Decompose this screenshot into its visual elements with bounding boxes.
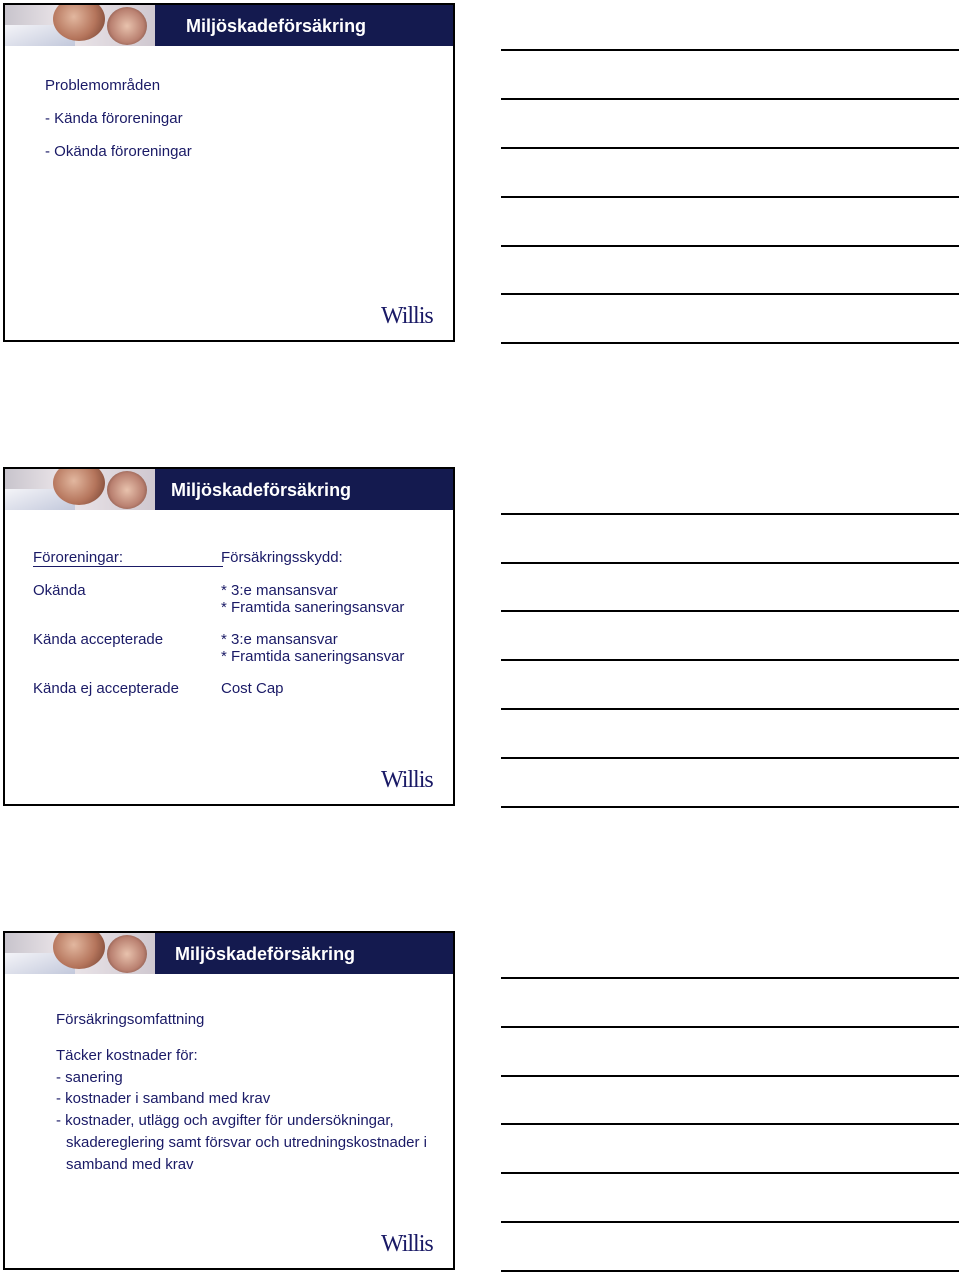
note-line[interactable] — [501, 1075, 959, 1077]
column-header-left: Föroreningar: — [33, 549, 124, 566]
row-label: Kända ej accepterade — [33, 680, 179, 697]
note-line[interactable] — [501, 1270, 959, 1272]
slide-title: Miljöskadeförsäkring — [175, 944, 356, 964]
banner-photo — [5, 469, 155, 510]
willis-logo: Willis — [381, 303, 433, 329]
slide-heading: Försäkringsomfattning — [56, 1011, 205, 1028]
slide-text-line: skadereglering samt försvar och utredningskostnader i — [66, 1134, 428, 1151]
row-value: * 3:e mansansvar — [221, 631, 338, 648]
note-line[interactable] — [501, 147, 959, 149]
slide-text-line: Täcker kostnader för: — [56, 1047, 198, 1064]
slide-banner — [5, 5, 453, 46]
header-underline — [33, 566, 223, 567]
note-line[interactable] — [501, 610, 959, 612]
slide-banner — [5, 933, 453, 974]
note-line[interactable] — [501, 293, 959, 295]
slide-text-line: samband med krav — [66, 1156, 194, 1173]
slide-title: Miljöskadeförsäkring — [186, 16, 367, 36]
note-line[interactable] — [501, 757, 959, 759]
slide-text-line: Problemområden — [45, 77, 161, 94]
note-line[interactable] — [501, 708, 959, 710]
slide-title: Miljöskadeförsäkring — [171, 480, 352, 500]
slide-text-line: - kostnader, utlägg och avgifter för undersökningar, — [56, 1112, 394, 1129]
note-line[interactable] — [501, 1026, 959, 1028]
willis-logo: Willis — [381, 767, 433, 793]
note-line[interactable] — [501, 49, 959, 51]
note-line[interactable] — [501, 1221, 959, 1223]
note-line[interactable] — [501, 977, 959, 979]
row-value: * Framtida saneringsansvar — [221, 599, 405, 616]
row-label: Kända accepterade — [33, 631, 164, 648]
note-line[interactable] — [501, 1123, 959, 1125]
slide-text-line: - kostnader i samband med krav — [56, 1090, 271, 1107]
slide-text-line: - sanering — [56, 1069, 123, 1086]
note-line[interactable] — [501, 196, 959, 198]
column-header-right: Försäkringsskydd: — [221, 549, 343, 566]
willis-logo: Willis — [381, 1231, 433, 1257]
row-value: * 3:e mansansvar — [221, 582, 338, 599]
note-line[interactable] — [501, 98, 959, 100]
note-line[interactable] — [501, 513, 959, 515]
row-value: Cost Cap — [221, 680, 284, 697]
banner-photo — [5, 933, 155, 974]
slide-3 — [3, 931, 455, 1270]
slide-text-line: - Okända föroreningar — [45, 143, 192, 160]
note-line[interactable] — [501, 342, 959, 344]
note-line[interactable] — [501, 1172, 959, 1174]
note-line[interactable] — [501, 245, 959, 247]
slide-2 — [3, 467, 455, 806]
banner-photo — [5, 5, 155, 46]
slide-text-line: - Kända föroreningar — [45, 110, 183, 127]
row-label: Okända — [33, 582, 86, 599]
note-line[interactable] — [501, 659, 959, 661]
note-line[interactable] — [501, 806, 959, 808]
slide-1 — [3, 3, 455, 342]
slide-banner — [5, 469, 453, 510]
note-line[interactable] — [501, 562, 959, 564]
row-value: * Framtida saneringsansvar — [221, 648, 405, 665]
